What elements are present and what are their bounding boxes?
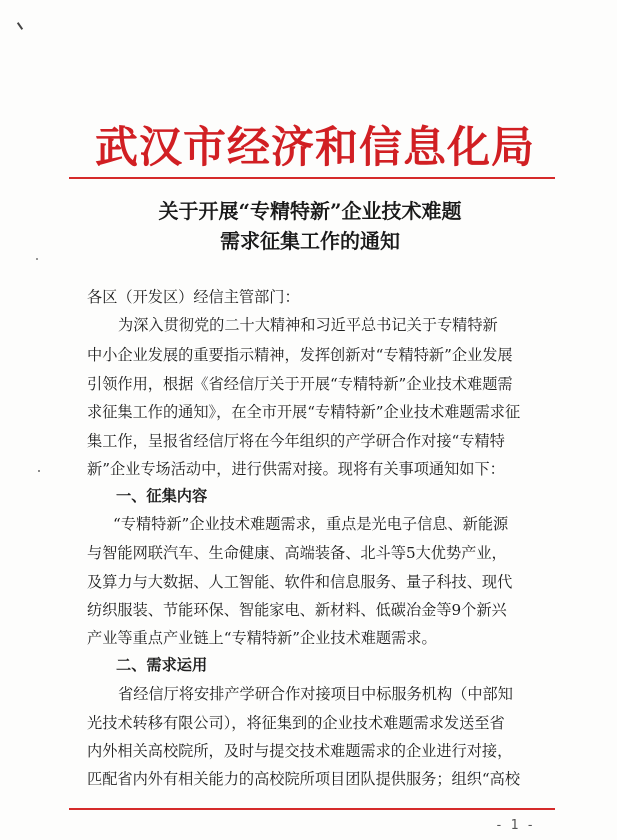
section2-line: 光技术转移有限公司），将征集到的企业技术难题需求发送至省	[87, 714, 505, 732]
body-line: 为深入贯彻党的二十大精神和习近平总书记关于专精特新	[118, 316, 498, 334]
addressee: 各区（开发区）经信主管部门：	[87, 288, 300, 306]
section2-line: 匹配省内外有相关能力的高校院所项目团队提供服务；组织“高校	[87, 770, 521, 788]
document-title-line-1: 关于开展“专精特新”企业技术难题	[158, 199, 462, 223]
body-line: 引领作用，根据《省经信厅关于开展“专精特新”企业技术难题需	[87, 375, 513, 393]
section2-line: 省经信厅将安排产学研合作对接项目中标服务机构（中部知	[118, 685, 513, 703]
scan-dot	[36, 258, 38, 260]
document-title-line-2: 需求征集工作的通知	[220, 229, 400, 253]
scan-dot	[38, 470, 40, 472]
scan-mark	[17, 22, 23, 30]
footer-red-rule	[69, 808, 555, 810]
section1-line: 及算力与大数据、人工智能、软件和信息服务、量子科技、现代	[87, 573, 513, 591]
section1-line: 与智能网联汽车、生命健康、高端装备、北斗等5大优势产业，	[87, 544, 507, 562]
body-line: 求征集工作的通知》，在全市开展“专精特新”企业技术难题需求征	[87, 403, 521, 421]
letterhead-red-rule	[69, 177, 555, 179]
letterhead-org-name: 武汉市经济和信息化局	[95, 123, 535, 173]
section1-line: 纺织服装、节能环保、智能家电、新材料、低碳冶金等9个新兴	[87, 601, 507, 619]
body-line: 新”企业专场活动中，进行供需对接。现将有关事项通知如下：	[87, 460, 505, 478]
section-heading-1: 一、征集内容	[116, 487, 208, 505]
section2-line: 内外相关高校院所，及时与提交技术难题需求的企业进行对接，	[87, 742, 513, 760]
page-number: - 1 -	[495, 818, 535, 833]
section-heading-2: 二、需求运用	[116, 656, 208, 674]
body-line: 集工作，呈报省经信厅将在今年组织的产学研合作对接“专精特	[87, 432, 505, 450]
section1-line: 产业等重点产业链上“专精特新”企业技术难题需求。	[87, 629, 437, 647]
section1-line: “专精特新”企业技术难题需求，重点是光电子信息、新能源	[113, 515, 509, 533]
body-line: 中小企业发展的重要指示精神，发挥创新对“专精特新”企业发展	[87, 346, 513, 364]
